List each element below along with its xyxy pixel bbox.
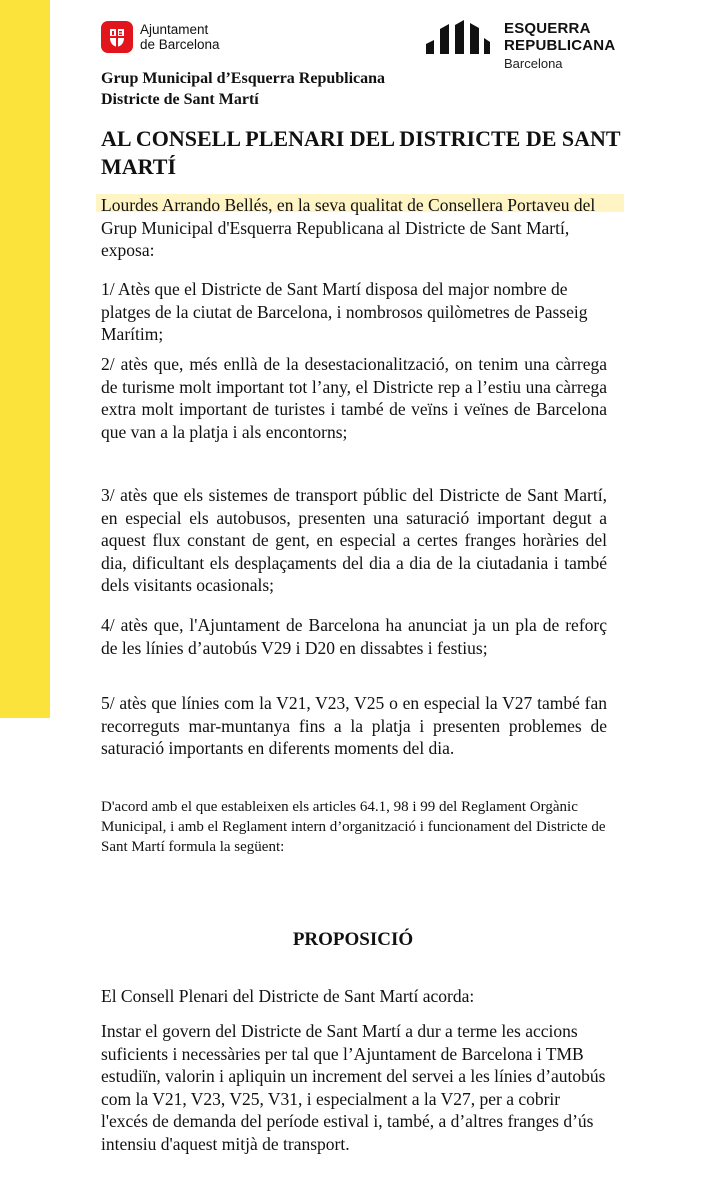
erc-line1: ESQUERRA <box>504 20 591 37</box>
agreement-paragraph: Instar el govern del Districte de Sant Martí a dur a terme les accions suficients i necessàries per tal que l’Ajuntament de Barcelona i TMB estudiïn, valorin i apliquin un increment del servei a les línies d’autobús com la V21, V23, V25, V31, i especialment a la V27, per a cobrir l'excés de demanda del període estival i, també, a d’altres franges d’ús intensiu d'aquest mitjà de transport. <box>101 1021 606 1154</box>
legal-paragraph: D'acord amb el que estableixen els articles 64.1, 98 i 99 del Reglament Orgànic Municipal, i amb el Reglament intern d’organització i funcionament del Districte de Sant Martí formula la següent: <box>101 799 606 855</box>
ajuntament-line1: Ajuntament <box>140 22 209 37</box>
erc-line3: Barcelona <box>504 56 563 71</box>
yellow-side-bar <box>0 0 50 718</box>
group-header <box>101 68 385 110</box>
document-title: AL CONSELL PLENARI DEL DISTRICTE DE SANT MARTÍ <box>101 126 621 179</box>
erc-line2: REPUBLICANA <box>504 37 616 54</box>
point-4: 4/ atès que, l'Ajuntament de Barcelona ha anunciat ja un pla de reforç de les línies d’autobús V29 i D20 en dissabtes i festius; <box>101 615 607 658</box>
ajuntament-logo <box>101 19 241 55</box>
point-5: 5/ atès que línies com la V21, V23, V25 o en especial la V27 també fan recorreguts mar-muntanya fins a la platja i presenten problemes de saturació importants en diferents moments del dia. <box>101 693 607 758</box>
point-1: 1/ Atès que el Districte de Sant Martí disposa del major nombre de platges de la ciutat de Barcelona, i nombrosos quilòmetres de Passeig Marítim; <box>101 279 588 344</box>
point-3: 3/ atès que els sistemes de transport públic del Districte de Sant Martí, en especial els autobusos, presenten una saturació important degut a aquest flux constant de gent, en especial a certes franges horàries del dia, dificultant els desplaçaments del dia a dia de la ciutadania i també dels visitants ocasionals; <box>101 485 607 595</box>
agreement-intro: El Consell Plenari del Districte de Sant Martí acorda: <box>101 986 475 1006</box>
ajuntament-shield-icon <box>101 21 133 53</box>
erc-logo <box>426 20 615 72</box>
proposicio-heading: PROPOSICIÓ <box>292 929 414 950</box>
point-2: 2/ atès que, més enllà de la desestacionalització, on tenim una càrrega de turisme molt important tot l’any, el Districte rep a l’estiu una càrrega extra molt important de turistes i també de veïns i veïnes de Barcelona que van a la platja i als encontorns; <box>101 354 607 442</box>
group-line1: Grup Municipal d’Esquerra Republicana <box>101 70 386 87</box>
group-line2: Districte de Sant Martí <box>101 91 259 108</box>
intro-paragraph: Lourdes Arrando Bellés, en la seva qualitat de Consellera Portaveu del Grup Municipal d'Esquerra Republicana al Districte de Sant Martí, exposa: <box>101 195 596 260</box>
ajuntament-line2: de Barcelona <box>140 37 220 52</box>
erc-mark-icon <box>426 20 490 54</box>
